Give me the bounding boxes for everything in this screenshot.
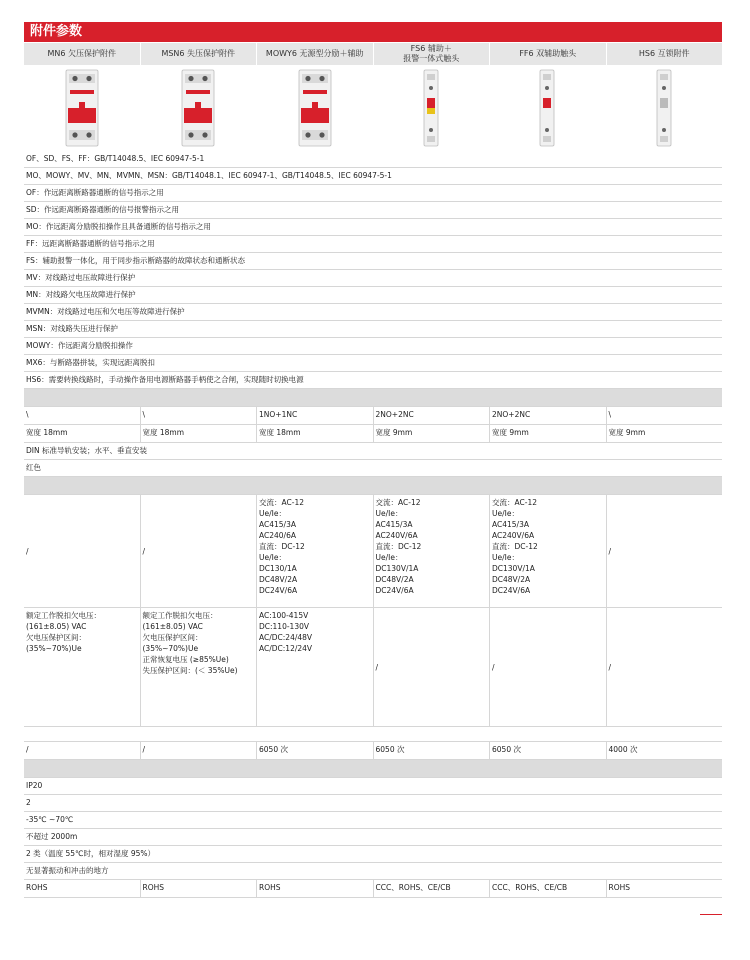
table-cell: 6050 次 xyxy=(374,742,491,759)
table-cell: / xyxy=(374,608,491,726)
footer-accent-line xyxy=(700,914,722,915)
table-cell: \ xyxy=(24,407,141,424)
table-cell: ROHS xyxy=(608,883,631,892)
environment-row: -35℃ ~70℃ xyxy=(24,812,722,829)
column-header: FS6 辅助＋ 报警一体式触头 xyxy=(374,43,491,65)
table-cell: 宽度 18mm xyxy=(24,425,141,442)
environment-row: 不超过 2000m xyxy=(24,829,722,846)
product-image xyxy=(57,68,107,148)
environment-list xyxy=(24,778,722,880)
description-row: MOWY：作远距离分励脱扣操作 xyxy=(24,338,722,355)
width-row xyxy=(24,425,722,443)
product-image xyxy=(522,68,572,148)
description-row: OF、SD、FS、FF：GB/T14048.5、IEC 60947-5-1 xyxy=(24,151,722,168)
table-cell: 6050 次 xyxy=(490,742,607,759)
table-cell: \ xyxy=(608,410,612,419)
product-image-cell xyxy=(606,65,722,151)
product-image xyxy=(173,68,223,148)
column-header: FF6 双辅助触头 xyxy=(490,43,607,65)
column-header: MN6 欠压保护附件 xyxy=(24,43,141,65)
description-list xyxy=(24,151,722,389)
environment-row: IP20 xyxy=(24,778,722,795)
section-divider xyxy=(24,477,722,495)
contacts-row xyxy=(24,407,722,425)
column-header-row xyxy=(24,43,722,65)
table-cell: 4000 次 xyxy=(608,745,638,754)
table-cell: 交流：AC-12 Ue/Ie： AC415/3A AC240V/6A 直流：DC-12 Ue/Ie： DC130V/1A DC48V/2A DC24V/6A xyxy=(490,495,607,607)
description-row: FF：远距离断路器通断的信号指示之用 xyxy=(24,236,722,253)
description-row: HS6：需要转换线路时，手动操作备用电源断路器手柄使之合闸，实现随时切换电源 xyxy=(24,372,722,389)
table-cell: AC:100-415V DC:110-130V AC/DC:24/48V AC/DC:12/24V xyxy=(257,608,374,726)
table-cell: 宽度 9mm xyxy=(490,425,607,442)
table-cell: 1NO+1NC xyxy=(257,407,374,424)
description-row: MO：作远距离分励脱扣操作且具备通断的信号指示之用 xyxy=(24,219,722,236)
table-cell: 额定工作脱扣欠电压： (161±8.05) VAC 欠电压保护区间：(35%~70%)Ue xyxy=(24,608,141,726)
table-cell: 6050 次 xyxy=(257,742,374,759)
description-row: MO、MOWY、MV、MN、MVMN、MSN：GB/T14048.1、IEC 60947-1、GB/T14048.5、IEC 60947-5-1 xyxy=(24,168,722,185)
table-cell: / xyxy=(490,608,607,726)
rating-row xyxy=(24,495,722,608)
table-cell: 2NO+2NC xyxy=(490,407,607,424)
description-row: MX6：与断路器拼装，实现远距离脱扣 xyxy=(24,355,722,372)
product-image-cell xyxy=(257,65,373,151)
blank-row xyxy=(24,727,722,742)
product-image xyxy=(639,68,689,148)
section-divider xyxy=(24,760,722,778)
description-row: MSN：对线路失压进行保护 xyxy=(24,321,722,338)
table-cell: / xyxy=(24,495,141,607)
environment-row: 2 类（温度 55℃时，相对湿度 95%） xyxy=(24,846,722,863)
column-header: MOWY6 无源型分励＋辅助 xyxy=(257,43,374,65)
description-row: MV：对线路过电压故障进行保护 xyxy=(24,270,722,287)
table-cell: / xyxy=(24,742,141,759)
description-row: SD：作远距离断路器通断的信号报警指示之用 xyxy=(24,202,722,219)
table-cell: ROHS xyxy=(141,880,258,897)
table-cell: 交流：AC-12 Ue/Ie： AC415/3A AC240V/6A 直流：DC-12 Ue/Ie： DC130V/1A DC48V/2A DC24V/6A xyxy=(374,495,491,607)
table-cell: \ xyxy=(141,407,258,424)
table-cell: / xyxy=(608,662,612,672)
spec-sheet xyxy=(24,22,722,898)
description-row: MVMN：对线路过电压和欠电压等故障进行保护 xyxy=(24,304,722,321)
description-row: MN：对线路欠电压故障进行保护 xyxy=(24,287,722,304)
column-header: HS6 互锁附件 xyxy=(607,43,723,65)
description-row: OF：作远距离断路器通断的信号指示之用 xyxy=(24,185,722,202)
product-image xyxy=(406,68,456,148)
description-row: FS：辅助报警一体化，用于同步指示断路器的故障状态和通断状态 xyxy=(24,253,722,270)
product-image xyxy=(290,68,340,148)
product-image-row xyxy=(24,65,722,151)
voltage-row xyxy=(24,608,722,727)
table-cell: / xyxy=(141,742,258,759)
life-row xyxy=(24,742,722,760)
product-image-cell xyxy=(373,65,489,151)
table-cell: CCC、ROHS、CE/CB xyxy=(374,880,491,897)
table-cell: 宽度 18mm xyxy=(257,425,374,442)
table-cell: 额定工作脱扣欠电压： (161±8.05) VAC 欠电压保护区间：(35%~70%)Ue 正常恢复电压 (≥85%Ue) 失压保护区间：(＜ 35%Ue) xyxy=(141,608,258,726)
table-cell: ROHS xyxy=(24,880,141,897)
environment-row: 2 xyxy=(24,795,722,812)
table-cell: 宽度 18mm xyxy=(141,425,258,442)
section-divider xyxy=(24,389,722,407)
table-cell: / xyxy=(141,495,258,607)
install-row: DIN 标准导轨安装；水平、垂直安装 xyxy=(24,443,722,460)
environment-row: 无显著振动和冲击的地方 xyxy=(24,863,722,880)
column-header: MSN6 失压保护附件 xyxy=(141,43,258,65)
color-row: 红色 xyxy=(24,460,722,477)
product-image-cell xyxy=(489,65,605,151)
table-cell: CCC、ROHS、CE/CB xyxy=(490,880,607,897)
table-cell: ROHS xyxy=(257,880,374,897)
product-image-cell xyxy=(140,65,256,151)
table-cell: / xyxy=(608,546,612,556)
table-cell: 交流：AC-12 Ue/Ie： AC415/3A AC240/6A 直流：DC-12 Ue/Ie： DC130/1A DC48V/2A DC24V/6A xyxy=(257,495,374,607)
cert-row xyxy=(24,880,722,898)
table-cell: 2NO+2NC xyxy=(374,407,491,424)
table-cell: 宽度 9mm xyxy=(374,425,491,442)
table-cell: 宽度 9mm xyxy=(608,428,646,437)
product-image-cell xyxy=(24,65,140,151)
section-title: 附件参数 xyxy=(24,22,722,42)
